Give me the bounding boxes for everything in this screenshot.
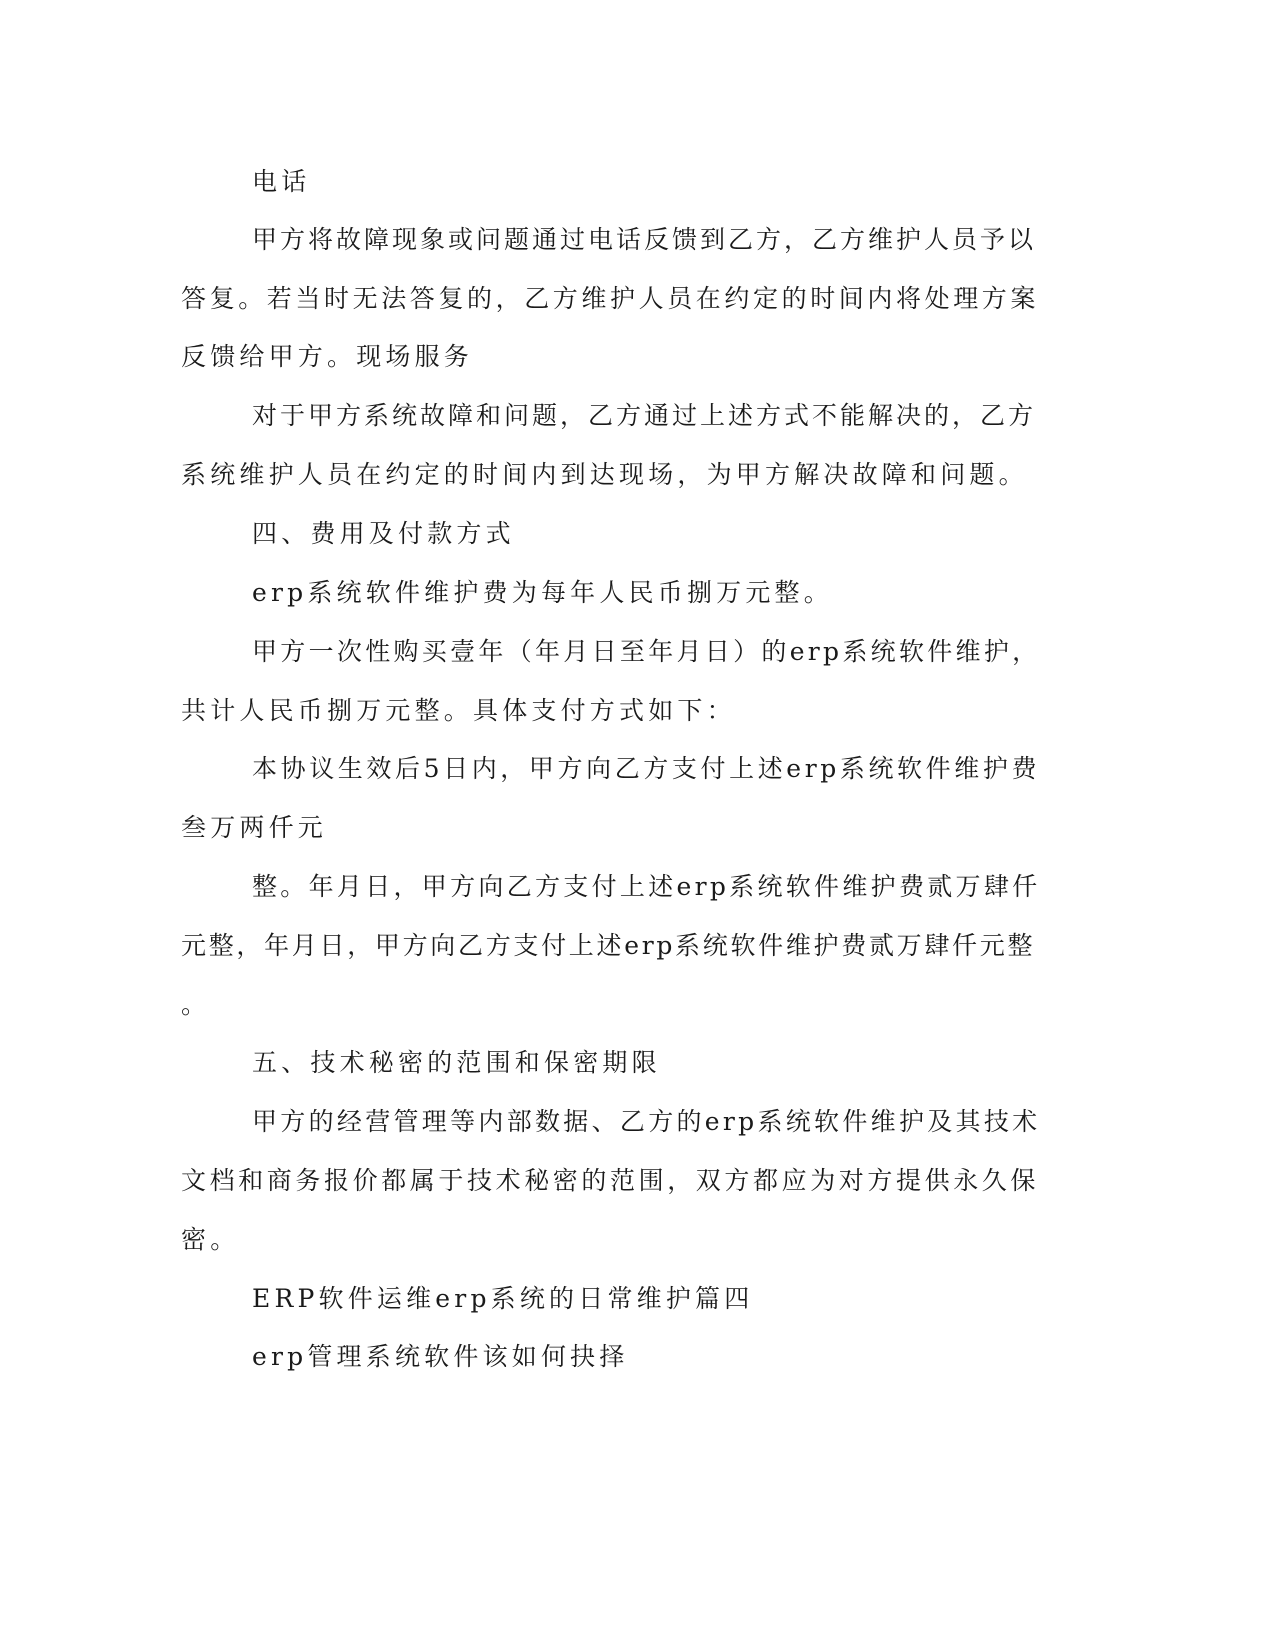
text-line: 答复。若当时无法答复的，乙方维护人员在约定的时间内将处理方案 (181, 284, 1040, 313)
text-line: 甲方一次性购买壹年（年月日至年月日）的erp系统软件维护， (252, 637, 1041, 666)
text-line: erp系统软件维护费为每年人民币捌万元整。 (252, 578, 833, 607)
text-line: 甲方的经营管理等内部数据、乙方的erp系统软件维护及其技术 (252, 1107, 1041, 1136)
text-line: 系统维护人员在约定的时间内到达现场，为甲方解决故障和问题。 (181, 460, 1028, 489)
text-line: erp管理系统软件该如何抉择 (252, 1342, 629, 1371)
text-line: 整。年月日，甲方向乙方支付上述erp系统软件维护费贰万肆仟 (252, 872, 1041, 901)
section-heading: 四、费用及付款方式 (252, 519, 515, 548)
text-line: 叁万两仟元 (181, 813, 328, 842)
text-line: 。 (181, 990, 211, 1019)
section-heading: 五、技术秘密的范围和保密期限 (252, 1048, 661, 1077)
text-line: 密。 (181, 1225, 240, 1254)
text-line: 文档和商务报价都属于技术秘密的范围，双方都应为对方提供永久保 (181, 1166, 1040, 1195)
text-line: 元整，年月日，甲方向乙方支付上述erp系统软件维护费贰万肆仟元整 (181, 931, 1036, 960)
text-line: 反馈给甲方。现场服务 (181, 342, 474, 371)
text-line: 电话 (252, 167, 311, 196)
text-line: 本协议生效后5日内，甲方向乙方支付上述erp系统软件维护费 (252, 754, 1041, 783)
section-heading: ERP软件运维erp系统的日常维护篇四 (252, 1284, 754, 1313)
text-line: 共计人民币捌万元整。具体支付方式如下： (181, 696, 736, 725)
text-line: 甲方将故障现象或问题通过电话反馈到乙方，乙方维护人员予以 (252, 225, 1037, 254)
text-line: 对于甲方系统故障和问题，乙方通过上述方式不能解决的，乙方 (252, 401, 1037, 430)
